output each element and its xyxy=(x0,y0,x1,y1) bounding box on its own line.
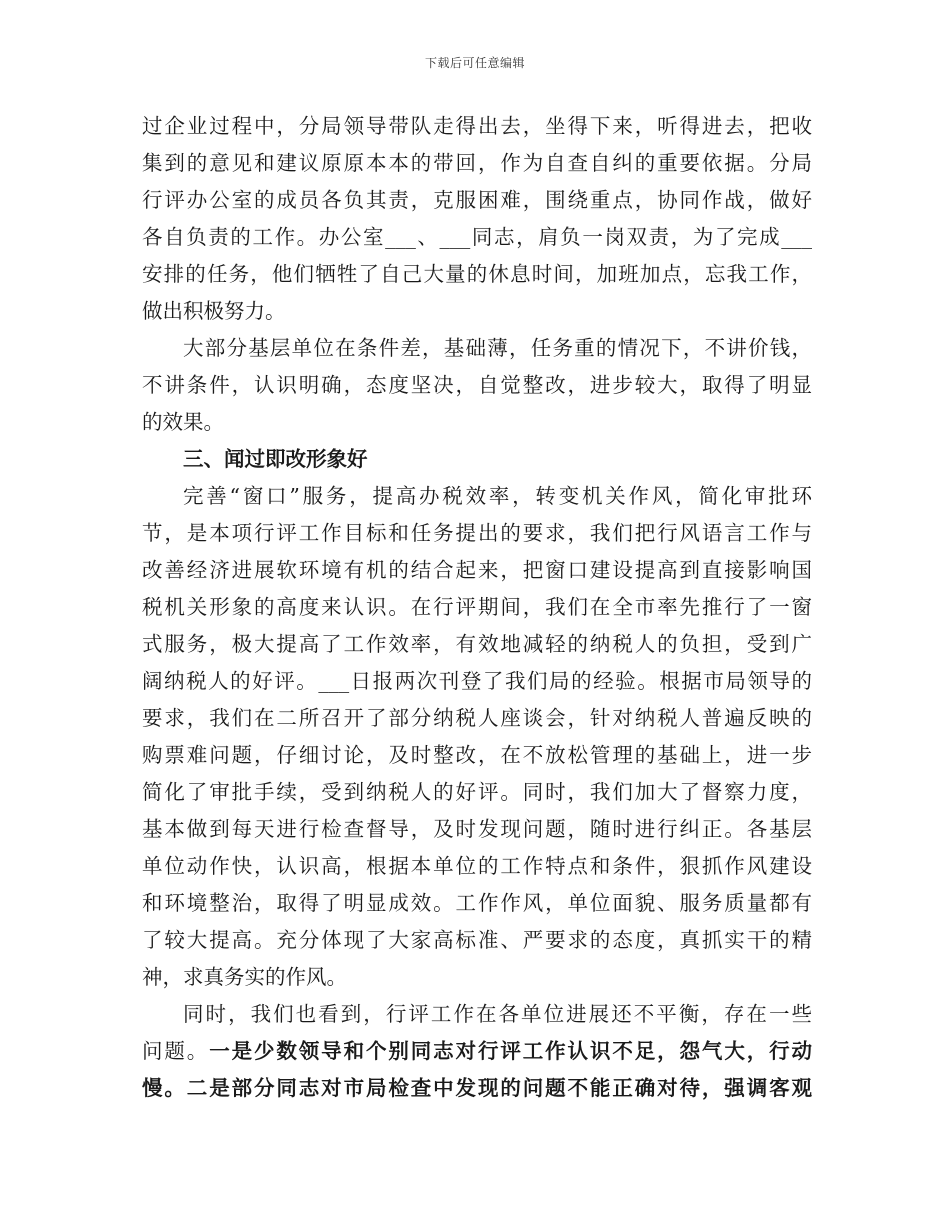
paragraph-line: 式服务，极大提高了工作效率，有效地减轻的纳税人的负担，受到广 xyxy=(142,632,812,656)
document-body xyxy=(142,108,812,1107)
paragraph-line: 节，是本项行评工作目标和任务提出的要求，我们把行风语言工作与 xyxy=(142,521,812,545)
paragraph-line: 单位动作快，认识高，根据本单位的工作特点和条件，狠抓作风建设 xyxy=(142,854,812,878)
paragraph-line: 集到的意见和建议原原本本的带回，作为自查自纠的重要依据。分局 xyxy=(142,151,812,175)
page-header: 下载后可任意编辑 xyxy=(424,56,525,70)
paragraph-text: 问题。 xyxy=(142,1039,210,1063)
paragraph-line: 简化了审批手续，受到纳税人的好评。同时，我们加大了督察力度， xyxy=(142,780,812,804)
paragraph-line xyxy=(142,1033,812,1070)
paragraph-line: 神，求真务实的作风。 xyxy=(142,965,347,989)
paragraph-line: 大部分基层单位在条件差，基础薄，任务重的情况下，不讲价钱， xyxy=(183,336,812,360)
paragraph-line: 了较大提高。充分体现了大家高标准、严要求的态度，真抓实干的精 xyxy=(142,928,812,952)
paragraph-line: 税机关形象的高度来认识。在行评期间，我们在全市率先推行了一窗 xyxy=(142,595,812,619)
paragraph-line: 不讲条件，认识明确，态度坚决，自觉整改，进步较大，取得了明显 xyxy=(142,373,812,397)
paragraph-line: 改善经济进展软环境有机的结合起来，把窗口建设提高到直接影响国 xyxy=(142,558,812,582)
paragraph-line: 购票难问题，仔细讨论，及时整改，在不放松管理的基础上，进一步 xyxy=(142,743,812,767)
paragraph-line: 要求，我们在二所召开了部分纳税人座谈会，针对纳税人普遍反映的 xyxy=(142,706,812,730)
paragraph-line: 阔纳税人的好评。___日报两次刊登了我们局的经验。根据市局领导的 xyxy=(142,669,812,693)
paragraph-line: 和环境整治，取得了明显成效。工作作风，单位面貌、服务质量都有 xyxy=(142,891,812,915)
paragraph-line: 各自负责的工作。办公室___、___同志，肩负一岗双责，为了完成___ xyxy=(142,225,812,249)
paragraph-line: 慢。二是部分同志对市局检查中发现的问题不能正确对待，强调客观 xyxy=(142,1076,812,1100)
paragraph-line: 行评办公室的成员各负其责，克服困难，围绕重点，协同作战，做好 xyxy=(142,188,812,212)
paragraph-line: 过企业过程中，分局领导带队走得出去，坐得下来，听得进去，把收 xyxy=(142,114,812,138)
section-heading: 三、闻过即改形象好 xyxy=(183,447,368,471)
paragraph-line: 安排的任务，他们牺牲了自己大量的休息时间，加班加点，忘我工作， xyxy=(142,262,812,286)
bold-text: 一是少数领导和个别同志对行评工作认识不足，怨气大，行动 xyxy=(209,1039,813,1063)
paragraph-line: 的效果。 xyxy=(142,410,224,434)
paragraph-line: 基本做到每天进行检查督导，及时发现问题，随时进行纠正。各基层 xyxy=(142,817,812,841)
paragraph-line: 完善“窗口”服务，提高办税效率，转变机关作风，简化审批环 xyxy=(183,484,812,508)
paragraph-line: 同时，我们也看到，行评工作在各单位进展还不平衡，存在一些 xyxy=(183,1002,812,1026)
paragraph-line: 做出积极努力。 xyxy=(142,299,286,323)
